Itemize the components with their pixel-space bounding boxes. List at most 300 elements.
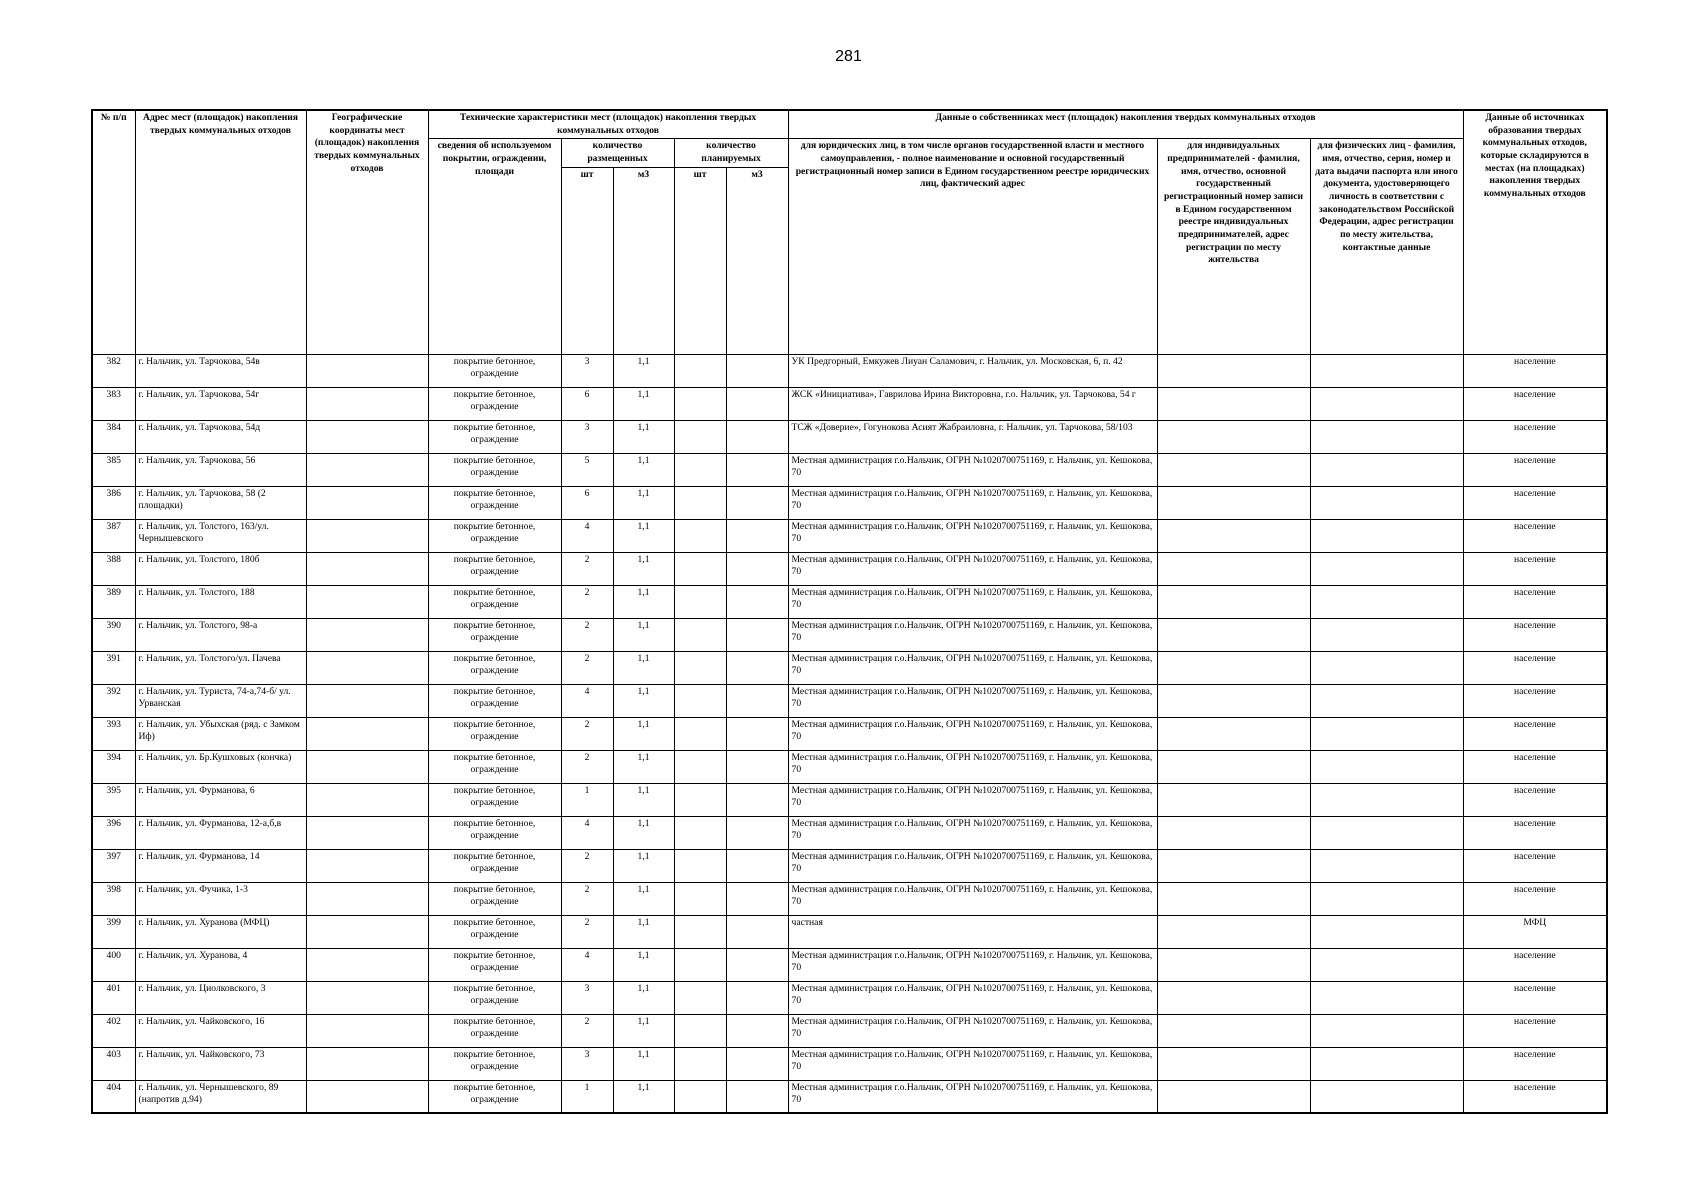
address-cell: г. Нальчик, ул. Хуранова, 4 — [135, 948, 306, 981]
owner-ip-cell — [1157, 651, 1310, 684]
cover-cell: покрытие бетонное, ограждение — [428, 750, 561, 783]
owner-legal-cell: Местная администрация г.о.Нальчик, ОГРН №1020700751169, г. Нальчик, ул. Кешокова, 70 — [788, 1047, 1157, 1080]
planned-count-cell — [674, 1047, 726, 1080]
cover-cell: покрытие бетонное, ограждение — [428, 1014, 561, 1047]
owner-legal-cell: Местная администрация г.о.Нальчик, ОГРН №1020700751169, г. Нальчик, ул. Кешокова, 70 — [788, 684, 1157, 717]
container-volume-cell: 1,1 — [613, 684, 674, 717]
header-unit-m3-planned: м3 — [726, 167, 788, 354]
container-volume-cell: 1,1 — [613, 354, 674, 387]
row-number: 397 — [92, 849, 135, 882]
cover-cell: покрытие бетонное, ограждение — [428, 486, 561, 519]
planned-volume-cell — [726, 651, 788, 684]
container-volume-cell: 1,1 — [613, 1047, 674, 1080]
table-row — [92, 486, 1607, 519]
planned-count-cell — [674, 882, 726, 915]
row-number: 396 — [92, 816, 135, 849]
row-number: 404 — [92, 1080, 135, 1113]
source-cell: население — [1463, 1080, 1607, 1113]
row-number: 393 — [92, 717, 135, 750]
address-cell: г. Нальчик, ул. Тарчокова, 54г — [135, 387, 306, 420]
table-row — [92, 717, 1607, 750]
row-number: 399 — [92, 915, 135, 948]
container-volume-cell: 1,1 — [613, 585, 674, 618]
container-volume-cell: 1,1 — [613, 387, 674, 420]
owner-legal-cell: Местная администрация г.о.Нальчик, ОГРН №1020700751169, г. Нальчик, ул. Кешокова, 70 — [788, 519, 1157, 552]
owner-phys-cell — [1310, 354, 1463, 387]
source-cell: население — [1463, 1047, 1607, 1080]
row-number: 398 — [92, 882, 135, 915]
container-count-cell: 2 — [561, 750, 613, 783]
address-cell: г. Нальчик, ул. Фучика, 1-3 — [135, 882, 306, 915]
address-cell: г. Нальчик, ул. Туриста, 74-а,74-б/ ул. Урванская — [135, 684, 306, 717]
cover-cell: покрытие бетонное, ограждение — [428, 684, 561, 717]
container-volume-cell: 1,1 — [613, 1014, 674, 1047]
container-volume-cell: 1,1 — [613, 981, 674, 1014]
source-cell: население — [1463, 1014, 1607, 1047]
owner-phys-cell — [1310, 684, 1463, 717]
table-row — [92, 354, 1607, 387]
owner-phys-cell — [1310, 849, 1463, 882]
address-cell: г. Нальчик, ул. Тарчокова, 54в — [135, 354, 306, 387]
planned-volume-cell — [726, 618, 788, 651]
container-count-cell: 1 — [561, 783, 613, 816]
owner-legal-cell: Местная администрация г.о.Нальчик, ОГРН №1020700751169, г. Нальчик, ул. Кешокова, 70 — [788, 948, 1157, 981]
planned-count-cell — [674, 816, 726, 849]
source-cell: население — [1463, 783, 1607, 816]
container-count-cell: 2 — [561, 651, 613, 684]
address-cell: г. Нальчик, ул. Толстого/ул. Пачева — [135, 651, 306, 684]
geo-cell — [306, 552, 428, 585]
table-row — [92, 849, 1607, 882]
geo-cell — [306, 1047, 428, 1080]
address-cell: г. Нальчик, ул. Тарчокова, 58 (2 площадки) — [135, 486, 306, 519]
cover-cell: покрытие бетонное, ограждение — [428, 618, 561, 651]
owner-legal-cell: Местная администрация г.о.Нальчик, ОГРН №1020700751169, г. Нальчик, ул. Кешокова, 70 — [788, 585, 1157, 618]
owner-phys-cell — [1310, 882, 1463, 915]
row-number: 391 — [92, 651, 135, 684]
address-cell: г. Нальчик, ул. Толстого, 180б — [135, 552, 306, 585]
header-num: № п/п — [92, 110, 135, 354]
owner-ip-cell — [1157, 453, 1310, 486]
row-number: 400 — [92, 948, 135, 981]
container-count-cell: 2 — [561, 618, 613, 651]
owner-phys-cell — [1310, 816, 1463, 849]
address-cell: г. Нальчик, ул. Убыхская (ряд. с Замком Иф) — [135, 717, 306, 750]
planned-volume-cell — [726, 981, 788, 1014]
planned-count-cell — [674, 1014, 726, 1047]
geo-cell — [306, 717, 428, 750]
header-unit-m3: м3 — [613, 167, 674, 354]
owner-phys-cell — [1310, 519, 1463, 552]
owner-ip-cell — [1157, 882, 1310, 915]
source-cell: население — [1463, 948, 1607, 981]
geo-cell — [306, 651, 428, 684]
owner-phys-cell — [1310, 552, 1463, 585]
table-row — [92, 684, 1607, 717]
planned-count-cell — [674, 1080, 726, 1113]
source-cell: население — [1463, 486, 1607, 519]
owner-legal-cell: Местная администрация г.о.Нальчик, ОГРН №1020700751169, г. Нальчик, ул. Кешокова, 70 — [788, 717, 1157, 750]
table-row — [92, 1080, 1607, 1113]
planned-count-cell — [674, 783, 726, 816]
container-count-cell: 4 — [561, 816, 613, 849]
owner-ip-cell — [1157, 486, 1310, 519]
row-number: 394 — [92, 750, 135, 783]
geo-cell — [306, 684, 428, 717]
owner-legal-cell: Местная администрация г.о.Нальчик, ОГРН №1020700751169, г. Нальчик, ул. Кешокова, 70 — [788, 816, 1157, 849]
header-geo: Географические координаты мест (площадок) накопления твердых коммунальных отходов — [306, 110, 428, 354]
planned-count-cell — [674, 552, 726, 585]
planned-volume-cell — [726, 882, 788, 915]
cover-cell: покрытие бетонное, ограждение — [428, 981, 561, 1014]
geo-cell — [306, 618, 428, 651]
container-count-cell: 2 — [561, 552, 613, 585]
table-row — [92, 948, 1607, 981]
owner-phys-cell — [1310, 1080, 1463, 1113]
address-cell: г. Нальчик, ул. Тарчокова, 54д — [135, 420, 306, 453]
owner-legal-cell: Местная администрация г.о.Нальчик, ОГРН №1020700751169, г. Нальчик, ул. Кешокова, 70 — [788, 486, 1157, 519]
container-volume-cell: 1,1 — [613, 486, 674, 519]
header-owners: Данные о собственниках мест (площадок) накопления твердых коммунальных отходов — [788, 110, 1463, 139]
owner-phys-cell — [1310, 915, 1463, 948]
container-count-cell: 6 — [561, 486, 613, 519]
geo-cell — [306, 816, 428, 849]
table-body — [92, 354, 1607, 1113]
table-row — [92, 750, 1607, 783]
row-number: 403 — [92, 1047, 135, 1080]
planned-volume-cell — [726, 1014, 788, 1047]
owner-ip-cell — [1157, 552, 1310, 585]
owner-ip-cell — [1157, 387, 1310, 420]
planned-count-cell — [674, 519, 726, 552]
cover-cell: покрытие бетонное, ограждение — [428, 783, 561, 816]
owner-legal-cell: Местная администрация г.о.Нальчик, ОГРН №1020700751169, г. Нальчик, ул. Кешокова, 70 — [788, 1014, 1157, 1047]
row-number: 385 — [92, 453, 135, 486]
owner-ip-cell — [1157, 1047, 1310, 1080]
table-row — [92, 1047, 1607, 1080]
container-count-cell: 3 — [561, 420, 613, 453]
table-row — [92, 651, 1607, 684]
cover-cell: покрытие бетонное, ограждение — [428, 1047, 561, 1080]
address-cell: г. Нальчик, ул. Хуранова (МФЦ) — [135, 915, 306, 948]
cover-cell: покрытие бетонное, ограждение — [428, 420, 561, 453]
owner-ip-cell — [1157, 585, 1310, 618]
container-volume-cell: 1,1 — [613, 420, 674, 453]
geo-cell — [306, 882, 428, 915]
page-number: 281 — [835, 48, 862, 65]
planned-volume-cell — [726, 849, 788, 882]
source-cell: население — [1463, 684, 1607, 717]
cover-cell: покрытие бетонное, ограждение — [428, 1080, 561, 1113]
source-cell: МФЦ — [1463, 915, 1607, 948]
planned-volume-cell — [726, 948, 788, 981]
address-cell: г. Нальчик, ул. Циолковского, 3 — [135, 981, 306, 1014]
owner-legal-cell: Местная администрация г.о.Нальчик, ОГРН №1020700751169, г. Нальчик, ул. Кешокова, 70 — [788, 651, 1157, 684]
address-cell: г. Нальчик, ул. Чайковского, 16 — [135, 1014, 306, 1047]
address-cell: г. Нальчик, ул. Бр.Кушховых (кончка) — [135, 750, 306, 783]
owner-ip-cell — [1157, 849, 1310, 882]
geo-cell — [306, 981, 428, 1014]
header-tech: Технические характеристики мест (площадок) накопления твердых коммунальных отходов — [428, 110, 788, 139]
cover-cell: покрытие бетонное, ограждение — [428, 816, 561, 849]
planned-volume-cell — [726, 585, 788, 618]
header-tech-cover: сведения об используемом покрытии, ограждении, площади — [428, 139, 561, 354]
owner-ip-cell — [1157, 915, 1310, 948]
table-row — [92, 387, 1607, 420]
address-cell: г. Нальчик, ул. Фурманова, 14 — [135, 849, 306, 882]
geo-cell — [306, 354, 428, 387]
owner-ip-cell — [1157, 981, 1310, 1014]
source-cell: население — [1463, 816, 1607, 849]
geo-cell — [306, 948, 428, 981]
planned-volume-cell — [726, 420, 788, 453]
header-sources: Данные об источниках образования твердых коммунальных отходов, которые складируются в местах (на площадках) накопления твердых коммунальных отходов — [1463, 110, 1607, 354]
owner-phys-cell — [1310, 981, 1463, 1014]
container-volume-cell: 1,1 — [613, 651, 674, 684]
owner-ip-cell — [1157, 750, 1310, 783]
container-volume-cell: 1,1 — [613, 882, 674, 915]
container-volume-cell: 1,1 — [613, 915, 674, 948]
cover-cell: покрытие бетонное, ограждение — [428, 882, 561, 915]
source-cell: население — [1463, 552, 1607, 585]
cover-cell: покрытие бетонное, ограждение — [428, 453, 561, 486]
source-cell: население — [1463, 882, 1607, 915]
planned-volume-cell — [726, 915, 788, 948]
planned-count-cell — [674, 651, 726, 684]
owner-ip-cell — [1157, 519, 1310, 552]
table-row — [92, 552, 1607, 585]
planned-count-cell — [674, 486, 726, 519]
planned-volume-cell — [726, 354, 788, 387]
owner-ip-cell — [1157, 948, 1310, 981]
source-cell: население — [1463, 585, 1607, 618]
owner-phys-cell — [1310, 717, 1463, 750]
source-cell: население — [1463, 387, 1607, 420]
owner-phys-cell — [1310, 948, 1463, 981]
row-number: 387 — [92, 519, 135, 552]
owner-ip-cell — [1157, 354, 1310, 387]
header-unit-pcs: шт — [561, 167, 613, 354]
owner-ip-cell — [1157, 684, 1310, 717]
owner-legal-cell: ТСЖ «Доверие», Гогунокова Асият Жабраиловна, г. Нальчик, ул. Тарчокова, 58/103 — [788, 420, 1157, 453]
geo-cell — [306, 387, 428, 420]
address-cell: г. Нальчик, ул. Толстого, 163/ул. Чернышевского — [135, 519, 306, 552]
cover-cell: покрытие бетонное, ограждение — [428, 519, 561, 552]
container-volume-cell: 1,1 — [613, 816, 674, 849]
planned-volume-cell — [726, 1080, 788, 1113]
row-number: 401 — [92, 981, 135, 1014]
header-count-placed: количество размещенных — [561, 139, 674, 167]
owner-legal-cell: Местная администрация г.о.Нальчик, ОГРН №1020700751169, г. Нальчик, ул. Кешокова, 70 — [788, 750, 1157, 783]
geo-cell — [306, 420, 428, 453]
planned-count-cell — [674, 717, 726, 750]
planned-count-cell — [674, 354, 726, 387]
owner-phys-cell — [1310, 750, 1463, 783]
address-cell: г. Нальчик, ул. Чернышевского, 89 (напротив д.94) — [135, 1080, 306, 1113]
owner-phys-cell — [1310, 486, 1463, 519]
planned-volume-cell — [726, 684, 788, 717]
cover-cell: покрытие бетонное, ограждение — [428, 585, 561, 618]
container-count-cell: 6 — [561, 387, 613, 420]
geo-cell — [306, 849, 428, 882]
planned-volume-cell — [726, 816, 788, 849]
owner-legal-cell: Местная администрация г.о.Нальчик, ОГРН №1020700751169, г. Нальчик, ул. Кешокова, 70 — [788, 981, 1157, 1014]
table-row — [92, 585, 1607, 618]
owner-legal-cell: УК Предгорный, Емкужев Лиуан Саламович, г. Нальчик, ул. Московская, 6, п. 42 — [788, 354, 1157, 387]
geo-cell — [306, 750, 428, 783]
owner-phys-cell — [1310, 420, 1463, 453]
owner-ip-cell — [1157, 420, 1310, 453]
planned-count-cell — [674, 387, 726, 420]
planned-volume-cell — [726, 387, 788, 420]
cover-cell: покрытие бетонное, ограждение — [428, 387, 561, 420]
owner-legal-cell: ЖСК «Инициатива», Гаврилова Ирина Викторовна, г.о. Нальчик, ул. Тарчокова, 54 г — [788, 387, 1157, 420]
source-cell: население — [1463, 420, 1607, 453]
owner-legal-cell: Местная администрация г.о.Нальчик, ОГРН №1020700751169, г. Нальчик, ул. Кешокова, 70 — [788, 1080, 1157, 1113]
container-count-cell: 3 — [561, 981, 613, 1014]
header-owners-ip: для индивидуальных предпринимателей - фамилия, имя, отчество, основной государственный регистрационный номер записи в Едином государственном реестре индивидуальных предпринимателей, адрес регистрации по месту жительства — [1157, 139, 1310, 354]
table-row — [92, 1014, 1607, 1047]
container-volume-cell: 1,1 — [613, 750, 674, 783]
planned-volume-cell — [726, 486, 788, 519]
container-count-cell: 3 — [561, 1047, 613, 1080]
owner-ip-cell — [1157, 783, 1310, 816]
planned-count-cell — [674, 948, 726, 981]
owner-legal-cell: Местная администрация г.о.Нальчик, ОГРН №1020700751169, г. Нальчик, ул. Кешокова, 70 — [788, 453, 1157, 486]
row-number: 383 — [92, 387, 135, 420]
owner-phys-cell — [1310, 1047, 1463, 1080]
container-count-cell: 2 — [561, 849, 613, 882]
row-number: 392 — [92, 684, 135, 717]
source-cell: население — [1463, 717, 1607, 750]
source-cell: население — [1463, 651, 1607, 684]
planned-volume-cell — [726, 453, 788, 486]
owner-phys-cell — [1310, 453, 1463, 486]
address-cell: г. Нальчик, ул. Толстого, 98-а — [135, 618, 306, 651]
table-row — [92, 882, 1607, 915]
container-count-cell: 4 — [561, 684, 613, 717]
owner-phys-cell — [1310, 783, 1463, 816]
geo-cell — [306, 585, 428, 618]
row-number: 389 — [92, 585, 135, 618]
source-cell: население — [1463, 453, 1607, 486]
owner-ip-cell — [1157, 816, 1310, 849]
address-cell: г. Нальчик, ул. Фурманова, 12-а,б,в — [135, 816, 306, 849]
geo-cell — [306, 486, 428, 519]
row-number: 395 — [92, 783, 135, 816]
geo-cell — [306, 1080, 428, 1113]
table-row — [92, 519, 1607, 552]
owner-phys-cell — [1310, 1014, 1463, 1047]
geo-cell — [306, 915, 428, 948]
header-owners-phys: для физических лиц - фамилия, имя, отчество, серия, номер и дата выдачи паспорта или иного документа, удостоверяющего личность в соответствии с законодательством Российской Федерации, адрес регистрации по месту жительства, контактные данные — [1310, 139, 1463, 354]
address-cell: г. Нальчик, ул. Толстого, 188 — [135, 585, 306, 618]
geo-cell — [306, 519, 428, 552]
geo-cell — [306, 1014, 428, 1047]
container-count-cell: 4 — [561, 948, 613, 981]
source-cell: население — [1463, 981, 1607, 1014]
cover-cell: покрытие бетонное, ограждение — [428, 354, 561, 387]
container-volume-cell: 1,1 — [613, 849, 674, 882]
address-cell: г. Нальчик, ул. Тарчокова, 56 — [135, 453, 306, 486]
owner-legal-cell: Местная администрация г.о.Нальчик, ОГРН №1020700751169, г. Нальчик, ул. Кешокова, 70 — [788, 783, 1157, 816]
container-count-cell: 2 — [561, 915, 613, 948]
table-row — [92, 453, 1607, 486]
container-volume-cell: 1,1 — [613, 618, 674, 651]
address-cell: г. Нальчик, ул. Фурманова, 6 — [135, 783, 306, 816]
source-cell: население — [1463, 519, 1607, 552]
owner-ip-cell — [1157, 1080, 1310, 1113]
table-row — [92, 816, 1607, 849]
table-row — [92, 420, 1607, 453]
container-volume-cell: 1,1 — [613, 519, 674, 552]
waste-sites-table — [91, 109, 1608, 1114]
planned-volume-cell — [726, 717, 788, 750]
owner-phys-cell — [1310, 387, 1463, 420]
row-number: 388 — [92, 552, 135, 585]
source-cell: население — [1463, 849, 1607, 882]
planned-volume-cell — [726, 519, 788, 552]
owner-legal-cell: Местная администрация г.о.Нальчик, ОГРН №1020700751169, г. Нальчик, ул. Кешокова, 70 — [788, 849, 1157, 882]
owner-legal-cell: частная — [788, 915, 1157, 948]
cover-cell: покрытие бетонное, ограждение — [428, 915, 561, 948]
planned-count-cell — [674, 915, 726, 948]
planned-count-cell — [674, 420, 726, 453]
source-cell: население — [1463, 354, 1607, 387]
container-volume-cell: 1,1 — [613, 783, 674, 816]
row-number: 384 — [92, 420, 135, 453]
owner-legal-cell: Местная администрация г.о.Нальчик, ОГРН №1020700751169, г. Нальчик, ул. Кешокова, 70 — [788, 882, 1157, 915]
cover-cell: покрытие бетонное, ограждение — [428, 948, 561, 981]
row-number: 386 — [92, 486, 135, 519]
container-count-cell: 3 — [561, 354, 613, 387]
container-count-cell: 4 — [561, 519, 613, 552]
table-row — [92, 981, 1607, 1014]
geo-cell — [306, 783, 428, 816]
container-count-cell: 2 — [561, 585, 613, 618]
header-address: Адрес мест (площадок) накопления твердых коммунальных отходов — [135, 110, 306, 354]
table-header — [92, 110, 1607, 354]
container-volume-cell: 1,1 — [613, 1080, 674, 1113]
container-volume-cell: 1,1 — [613, 948, 674, 981]
planned-count-cell — [674, 750, 726, 783]
planned-volume-cell — [726, 552, 788, 585]
table-row — [92, 618, 1607, 651]
planned-count-cell — [674, 618, 726, 651]
owner-phys-cell — [1310, 618, 1463, 651]
source-cell: население — [1463, 618, 1607, 651]
owner-legal-cell: Местная администрация г.о.Нальчик, ОГРН №1020700751169, г. Нальчик, ул. Кешокова, 70 — [788, 618, 1157, 651]
cover-cell: покрытие бетонное, ограждение — [428, 552, 561, 585]
cover-cell: покрытие бетонное, ограждение — [428, 717, 561, 750]
address-cell: г. Нальчик, ул. Чайковского, 73 — [135, 1047, 306, 1080]
owner-ip-cell — [1157, 717, 1310, 750]
planned-count-cell — [674, 453, 726, 486]
container-volume-cell: 1,1 — [613, 717, 674, 750]
table-row — [92, 783, 1607, 816]
planned-count-cell — [674, 849, 726, 882]
container-count-cell: 1 — [561, 1080, 613, 1113]
container-volume-cell: 1,1 — [613, 453, 674, 486]
geo-cell — [306, 453, 428, 486]
container-count-cell: 2 — [561, 882, 613, 915]
owner-ip-cell — [1157, 1014, 1310, 1047]
planned-volume-cell — [726, 1047, 788, 1080]
row-number: 382 — [92, 354, 135, 387]
header-owners-legal: для юридических лиц, в том числе органов государственной власти и местного самоуправления, - полное наименование и основной государственный регистрационный номер записи в Едином государственном реестре юридических лиц, фактический адрес — [788, 139, 1157, 354]
owner-phys-cell — [1310, 585, 1463, 618]
planned-count-cell — [674, 981, 726, 1014]
